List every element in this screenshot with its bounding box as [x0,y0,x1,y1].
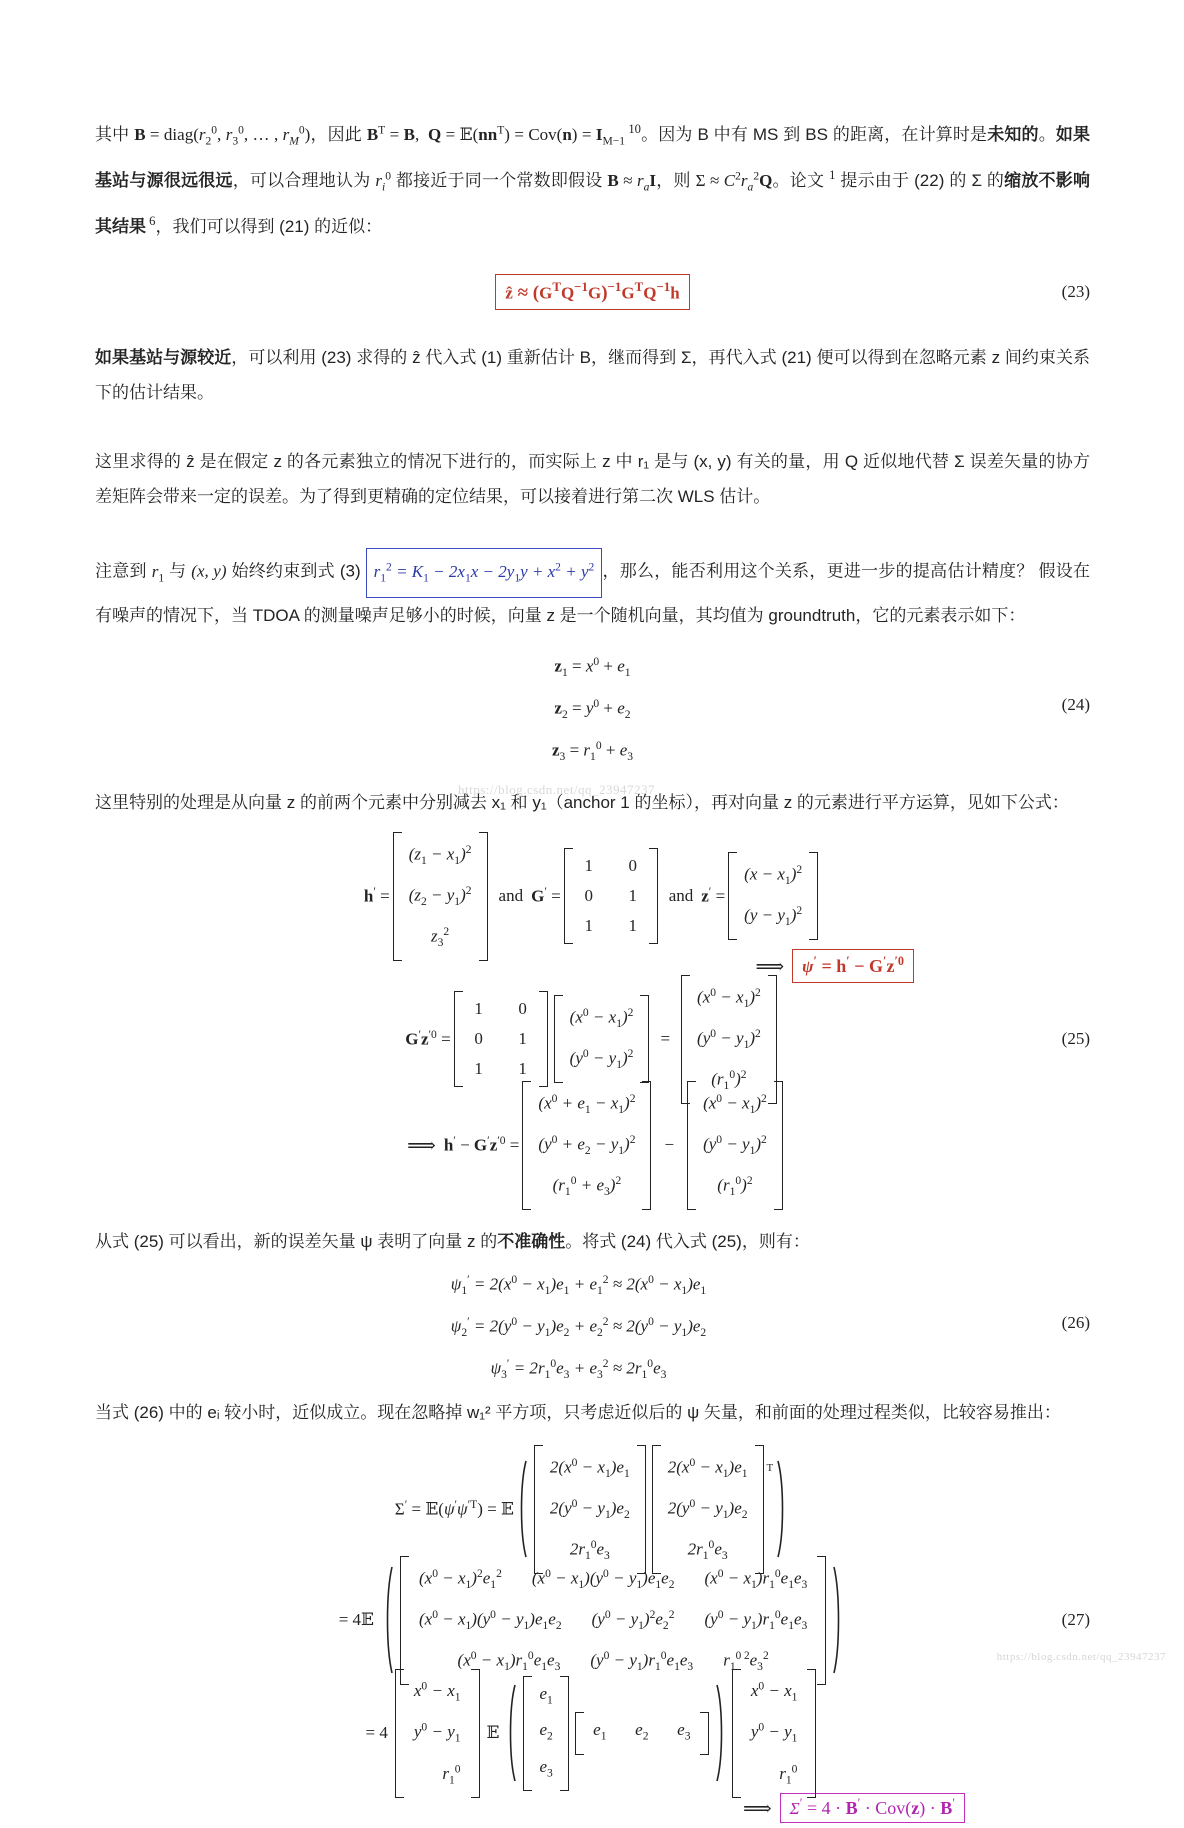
p1-text-b: ，因此 [310,124,367,144]
eq27-line-3: = 4 $x^0 - x_1$ $y^0 - y_1$ $r_1^0$ 𝔼 $e_1$ $e_2$ $e_3$ $e_1$ $e_2$ $e_3$ $x^0 - x_1$ $y^0 - y_1$ $r_1^0$ [95,1678,1090,1788]
implies-arrow-3: ⟹ [742,1797,772,1820]
matrix-e-column: $e_1$ $e_2$ $e_3$ [523,1676,568,1791]
eq27-line-1: $\Sigma' = 𝔼(\psi'\psi^{'T})$ = 𝔼 $2(x^0 - x_1)e_1$ $2(y^0 - y_1)e_2$ $2r_1^0e_3$ $2(x^0 - x_1)e_1$ $2(y^0 - y_1)e_2$ $2r_1^0e_3$ T [95,1456,1090,1562]
p1-text-e: ，可以合理地认为 [232,171,376,191]
matrix-psi-vector-transposed: $2(x^0 - x_1)e_1$ $2(y^0 - y_1)e_2$ $2r_1^0e_3$ [652,1445,764,1574]
matrix-h-prime: $(z_1 - x_1)^2$ $(z_2 - y_1)^2$ $z_3^2$ [393,832,488,961]
p6-text-a: 从式 (25) 可以看出，新的误差矢量 ψ 表明了向量 z 的 [95,1232,498,1252]
p1-text-d: 。 [1038,124,1056,144]
eq27-line-2: = 4𝔼 $(x^0 - x_1)^2e_1^2$ $(x^0 - x_1)(y^0 - y_1)e_1e_2$ $(x^0 - x_1)r_1^0e_1e_3$ $(x^0 - x_1)(y^0 - y_1)e_1e_2$ $(y^0 - y_1)^2e_2^2$ $(y^0 - y_1)r_1^0e_1e_3$ $(x^0 - x_1)r_1^0e_1e_3$ $(y^0 - y_1)r_1^0e_1e_3$ $r_1^{0 2}e_3^2$ (27) [95,1562,1090,1678]
eq24-line-1: $z_1 = x^0 + e_1$ [554,655,631,680]
matrix-z0-prime: $(x^0 - x_1)^2$ $(y^0 - y_1)^2$ [554,995,650,1083]
implies-arrow-2: ⟹ [407,1134,436,1157]
matrix-psi-vector: $2(x^0 - x_1)e_1$ $2(y^0 - y_1)e_2$ $2r_1^0e_3$ [534,1445,646,1574]
p6-text-b: 。将式 (24) 代入式 (25)，则有： [565,1232,810,1252]
equation-25-block [95,842,1090,1198]
eq25-line-3: ⟹ $h' - G'z^{'0}$ = $(x^0 + e_1 - x_1)^2$ $(y^0 + e_2 - y_1)^2$ $(r_1^0 + e_3)^2$ − $(x^0 - x_1)^2$ $(y^0 - y_1)^2$ $(r_1^0)^2$ [95,1092,1090,1198]
equation-24-lines [552,646,633,772]
left-paren [517,1459,528,1559]
p1-text-g: ，则 [656,171,696,191]
eq25-line-1: h′ = $(z_1 - x_1)^2$ $(z_2 - y_1)^2$ $z_3^2$ and G′ = 1 0 0 1 1 1 and z′ = $(x - x_1)^2$ $(y - y_1)^2$ [95,846,1090,946]
matrix-gz-result-2: $(x^0 - x_1)^2$ $(y^0 - y_1)^2$ $(r_1^0)^2$ [687,1081,783,1210]
equation-27-number: (27) [1061,1610,1090,1630]
p4-text-a: 注意到 [95,561,152,581]
implies-arrow-1: ⟹ [755,955,785,978]
eq24-line-2: $z_2 = y^0 + e_2$ [554,697,631,722]
matrix-b-prime-left: $x^0 - x_1$ $y^0 - y_1$ $r_1^0$ [395,1669,480,1798]
p1-bold-faraway: 如果基站与源很远很远 [95,124,1090,191]
right-paren [776,1459,787,1559]
p1-text-h: 。论文 [772,171,830,191]
equation-23-row [95,270,1090,314]
p3-text: 这里求得的 ẑ 是在假定 z 的各元素独立的情况下进行的，而实际上 z 中 r₁ 是与 (x, y) 有关的量，用 Q 近似地代替 Σ 误差矢量的协方差矩阵会带来一定的误差。为了得到更精确的定位结果，可以接着进行第二次 WLS 估计。 [95,452,1090,507]
psi-prime-boxed: $\psi' = h' - G'z^{'0}$ [792,949,914,983]
paragraph-6 [95,1224,1090,1259]
p1-text-f: 都接近于同一个常数即假设 [390,171,608,191]
and-label-1: and [498,886,524,906]
and-label-2: and [668,886,694,906]
paragraph-1: 其中 $B = diag(r_2^0$, $r_3^0$, … , $r_M^0$)，因此 $B^T = B$, $Q = 𝔼(nn^T) = Cov(n) = I_{M-1}$ $^{10}$。因为 B 中有 MS 到 BS 的距离，在计算时是未知的。如果基站与源很远很远，可以合理地认为 $r_i^0$ 都接近于同一个常数即假设 $B \approx r_aI$，则 $\Sigma \approx C^2r_a^2Q$。论文 $^1$ 提示由于 (22) 的 Σ 的缩放不影响其结果 $^6$，我们可以得到 (21) 的近似： [95,122,1090,237]
paragraph-3 [95,444,1090,514]
eq26-line-2: $\psi_2' = 2(y^0 - y_1)e_2 + e_2^2 \approx 2(y^0 - y_1)e_2$ [450,1315,707,1340]
matrix-b-prime-right: $x^0 - x_1$ $y^0 - y_1$ $r_1^0$ [732,1669,817,1798]
equation-24-row [95,655,1090,764]
paren-close-1 [776,1459,787,1559]
eq26-line-3: $\psi_3' = 2r_1^0e_3 + e_3^2 \approx 2r_1^0e_3$ [490,1357,667,1382]
document-content [95,112,1090,1828]
eq24-line-3: $z_3 = r_1^0 + e_3$ [551,739,634,764]
constraint-formula-boxed: $r_1^2 = K_1 - 2x_1x - 2y_1y + x^2 + y^2$ [366,548,603,598]
matrix-g-prime: 1 0 0 1 1 1 [564,848,658,944]
p1-bold-unknown: 未知的 [987,124,1039,144]
equation-26-row [95,1273,1090,1382]
paragraph-7 [95,1395,1090,1430]
equation-26-number: (26) [1061,1313,1090,1333]
matrix-h-expanded: $(x^0 + e_1 - x_1)^2$ $(y^0 + e_2 - y_1)^2$ $(r_1^0 + e_3)^2$ [522,1081,651,1210]
p1-text-a: 其中 [95,124,135,144]
equation-23-boxed: ẑ ≈ $(G^TQ^{-1}G)^{-1}G^TQ^{-1}h$ [495,274,689,310]
paragraph-4: 注意到 $r_1$ 与 (x, y) 始终约束到式 (3) $r_1^2 = K_1 - 2x_1x - 2y_1y + x^2 + y^2$ ，那么，能否利用这个关系，更进一步的提高估计精度？ 假设在有噪声的情况下，当 TDOA 的测量噪声足够小的时候，向量 z 是一个随机向量，其均值为 groundtruth，它的元素表示如下： [95,548,1090,633]
equation-23-number: (23) [1061,282,1090,302]
matrix-z-prime: $(x - x_1)^2$ $(y - y_1)^2$ [728,852,818,940]
p4-text-c: 始终约束到式 (3) [226,561,366,581]
eq26-line-1: $\psi_1' = 2(x^0 - x_1)e_1 + e_1^2 \approx 2(x^0 - x_1)e_1$ [450,1273,707,1298]
paren-close-2 [832,1565,843,1675]
p6-bold-inaccuracy: 不准确性 [497,1232,566,1252]
paren-open-3 [506,1683,517,1783]
p1-text-j: ，我们可以得到 (21) 的近似： [155,217,383,237]
p2-text: ，可以利用 (23) 求得的 ẑ 代入式 (1) 重新估计 B，继而得到 Σ，再代入式 (21) 便可以得到在忽略元素 z 间约束关系下的估计结果。 [95,348,1091,403]
equation-27-block [95,1456,1090,1828]
watermark-footer: https://blog.csdn.net/qq_23947237 [996,1651,1166,1663]
p4-text-b: 与 [164,561,192,581]
p7-text: 当式 (26) 中的 eᵢ 较小时，近似成立。现在忽略掉 w₁² 平方项，只考虑近似后的 ψ 矢量，和前面的处理过程类似，比较容易推出： [95,1403,1061,1423]
p5-text: 这里特别的处理是从向量 z 的前两个元素中分别减去 x₁ 和 y₁（anchor 1 的坐标），再对向量 z 的元素进行平方运算，见如下公式： [95,793,1069,813]
equation-25-number: (25) [1061,1029,1090,1049]
eq25-line-2: $G'z^{'0}$ = 1 0 0 1 1 1 $(x^0 - x_1)^2$ $(y^0 - y_1)^2$ = $(x^0 - x_1)^2$ $(y^0 - y_1)^2$ $(r_1^0)^2$ (25) [95,986,1090,1092]
p1-bold-scaling: 缩放不影响其结果 [95,171,1090,237]
eq27-sigma-line [95,1788,1090,1828]
p1-text-i: 提示由于 (22) 的 Σ 的 [835,171,1005,191]
matrix-e-row: $e_1$ $e_2$ $e_3$ [575,1712,709,1754]
paren-open-2 [383,1565,394,1675]
matrix-g-prime-2: 1 0 0 1 1 1 [454,991,548,1087]
paren-close-3 [715,1683,726,1783]
paren-open-1 [517,1459,528,1559]
paragraph-2 [95,340,1090,410]
matrix-gz-result: $(x^0 - x_1)^2$ $(y^0 - y_1)^2$ $(r_1^0)^2$ [681,975,777,1104]
matrix-covariance-3x3: $(x^0 - x_1)^2e_1^2$ $(x^0 - x_1)(y^0 - y_1)e_1e_2$ $(x^0 - x_1)r_1^0e_1e_3$ $(x^0 - x_1)(y^0 - y_1)e_1e_2$ $(y^0 - y_1)^2e_2^2$ $(y^0 - y_1)r_1^0e_1e_3$ $(x^0 - x_1)r_1^0e_1e_3$ $(y^0 - y_1)r_1^0e_1e_3$ $r_1^{0 2}e_3^2$ [400,1556,826,1685]
p4-text-d: ，那么，能否利用这个关系，更进一步的提高估计精度？ 假设在有噪声的情况下，当 TDOA 的测量噪声足够小的时候，向量 z 是一个随机向量，其均值为 groundtruth，它的元素表示如下： [95,561,1091,626]
equation-26-lines [451,1264,706,1390]
watermark-center: https://blog.csdn.net/qq_23947237 [458,782,656,797]
p2-bold-near: 如果基站与源较近 [95,348,232,368]
eq25-psi-line [95,946,1090,986]
equation-24-number: (24) [1061,695,1090,715]
sigma-prime-boxed: Σ′ = 4 · B′ · Cov(z) · B′ [780,1793,965,1823]
p1-text-c: 。因为 B 中有 MS 到 BS 的距离，在计算时是 [640,124,988,144]
